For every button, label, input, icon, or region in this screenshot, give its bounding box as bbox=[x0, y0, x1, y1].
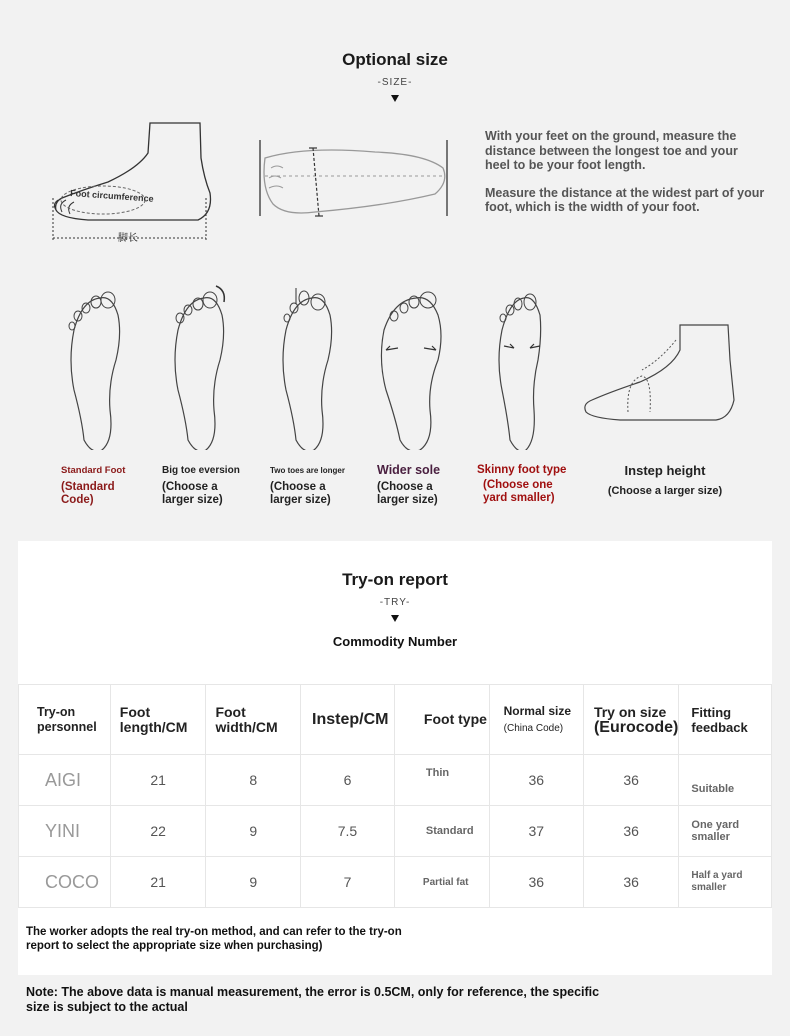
foot-type-instep-height bbox=[600, 463, 730, 497]
optional-size-title: Optional size bbox=[342, 50, 448, 69]
cell-name: YINI bbox=[19, 806, 111, 857]
foot-type-subtitle: (Choose one yard smaller) bbox=[483, 479, 555, 504]
header-instep: Instep/CM bbox=[301, 685, 395, 755]
cell-type: Standard bbox=[394, 806, 489, 857]
foot-type-subtitle: (Choose a larger size) bbox=[607, 485, 723, 497]
cell-instep: 6 bbox=[301, 755, 395, 806]
foot-type-wider-sole bbox=[377, 463, 462, 507]
foot-type-standard bbox=[61, 465, 141, 507]
foot-type-subtitle: (Choose a larger size) bbox=[377, 481, 438, 506]
instep-height-icon bbox=[585, 325, 734, 420]
cell-instep: 7 bbox=[301, 857, 395, 908]
foot-circumference-label: Foot circumference bbox=[69, 188, 154, 204]
table-header-row bbox=[19, 685, 772, 755]
cell-instep: 7.5 bbox=[301, 806, 395, 857]
optional-size-subtitle: -SIZE- bbox=[377, 77, 413, 88]
foot-types-illustrations bbox=[0, 280, 790, 450]
header-normal-size-note: (China Code) bbox=[503, 723, 564, 734]
cell-feedback: One yard smaller bbox=[679, 806, 772, 857]
cell-width: 9 bbox=[206, 806, 301, 857]
commodity-number-label: Commodity Number bbox=[332, 634, 458, 649]
cell-length: 21 bbox=[110, 755, 206, 806]
header-foot-width: Foot width/CM bbox=[206, 685, 301, 755]
foot-top-diagram bbox=[255, 138, 455, 220]
cell-tryon: 36 bbox=[583, 755, 678, 806]
standard-foot-icon bbox=[69, 292, 120, 450]
header-fitting-feedback: Fitting feedback bbox=[679, 685, 772, 755]
cell-normal: 36 bbox=[489, 755, 583, 806]
cell-name: AIGI bbox=[19, 755, 111, 806]
arrow-down-icon bbox=[391, 615, 399, 622]
cell-width: 9 bbox=[206, 857, 301, 908]
try-on-title: Try-on report bbox=[342, 570, 448, 589]
big-toe-eversion-icon bbox=[175, 286, 224, 450]
cell-name: COCO bbox=[19, 857, 111, 908]
foot-type-title: Skinny foot type bbox=[477, 464, 567, 476]
header-normal-size bbox=[489, 685, 583, 755]
foot-type-two-toes-longer bbox=[270, 466, 355, 507]
cell-width: 8 bbox=[206, 755, 301, 806]
header-try-on-size bbox=[583, 685, 678, 755]
worker-note: The worker adopts the real try-on method, and can refer to the try-on report to select the appropriate size when purchasing) bbox=[26, 926, 402, 952]
foot-type-title: Two toes are longer bbox=[270, 466, 345, 475]
cell-length: 22 bbox=[110, 806, 206, 857]
cell-type: Partial fat bbox=[394, 857, 489, 908]
skinny-foot-icon bbox=[499, 294, 541, 450]
foot-width-instruction: Measure the distance at the widest part of your foot, which is the width of your foot. bbox=[485, 185, 765, 214]
cell-tryon: 36 bbox=[583, 806, 678, 857]
try-on-table bbox=[18, 684, 772, 908]
table-row bbox=[19, 857, 772, 908]
cell-feedback: Suitable bbox=[679, 755, 772, 806]
foot-type-title: Standard Foot bbox=[61, 465, 126, 476]
table-row bbox=[19, 755, 772, 806]
foot-type-subtitle: (Choose a larger size) bbox=[162, 481, 223, 506]
cell-length: 21 bbox=[110, 857, 206, 908]
two-toes-longer-icon bbox=[283, 288, 332, 450]
measurement-disclaimer: Note: The above data is manual measurement, the error is 0.5CM, only for reference, the specific size is subject to the actual bbox=[26, 985, 600, 1014]
foot-type-title: Wider sole bbox=[377, 463, 441, 477]
header-foot-length: Foot length/CM bbox=[110, 685, 206, 755]
arrow-down-icon bbox=[391, 95, 399, 102]
wider-sole-icon bbox=[381, 292, 441, 450]
cell-type: Thin bbox=[394, 755, 489, 806]
header-foot-type: Foot type bbox=[394, 685, 489, 755]
foot-type-title: Instep height bbox=[624, 463, 706, 478]
foot-type-subtitle: (Choose a larger size) bbox=[270, 481, 331, 506]
table-row bbox=[19, 806, 772, 857]
measurement-instructions bbox=[485, 129, 765, 228]
foot-type-subtitle: (Standard Code) bbox=[61, 481, 115, 506]
foot-side-diagram bbox=[48, 118, 218, 248]
foot-length-label: 脚长 bbox=[118, 233, 138, 244]
header-try-on-size-label: Try on size bbox=[593, 703, 667, 720]
header-normal-size-label: Normal size bbox=[503, 704, 571, 718]
cell-feedback: Half a yard smaller bbox=[679, 857, 772, 908]
cell-normal: 37 bbox=[489, 806, 583, 857]
cell-normal: 36 bbox=[489, 857, 583, 908]
foot-type-title: Big toe eversion bbox=[162, 465, 240, 476]
foot-type-big-toe-eversion bbox=[162, 465, 252, 507]
foot-length-instruction: With your feet on the ground, measure the distance between the longest toe and your heel to be your foot length. bbox=[485, 129, 738, 172]
cell-tryon: 36 bbox=[583, 857, 678, 908]
try-on-subtitle: -TRY- bbox=[379, 597, 411, 608]
header-try-on-size-note: (Eurocode) bbox=[593, 718, 679, 736]
foot-type-skinny bbox=[477, 464, 577, 505]
header-personnel: Try-on personnel bbox=[19, 685, 111, 755]
